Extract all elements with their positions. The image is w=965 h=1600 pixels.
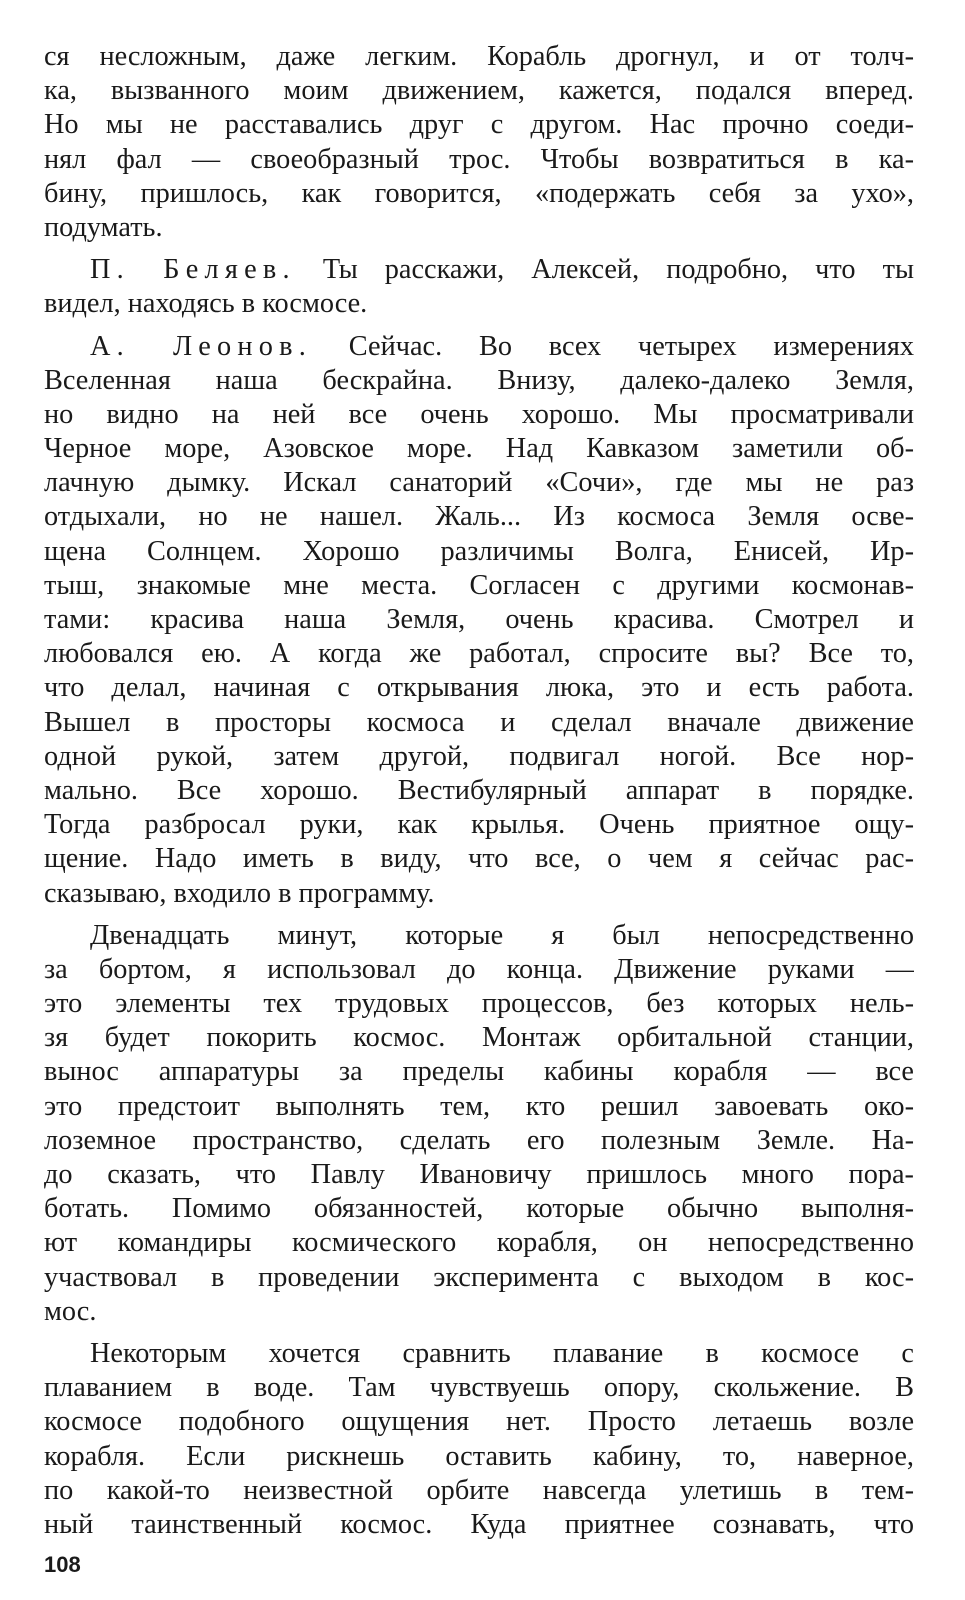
text-line: видел, находясь в космосе.	[44, 288, 368, 320]
text-line: ся несложным, даже легким. Корабль дрогнул, и от толч-	[44, 41, 914, 72]
text-line: Черное море, Азовское море. Над Кавказом заметили об-	[44, 433, 914, 465]
text-fragment: Сейчас. Во всех четырех измерениях	[348, 330, 914, 362]
text-line: Двенадцать минут, которые я был непосредственно	[90, 919, 914, 951]
text-fragment: Ты расскажи, Алексей, подробно, что ты	[322, 254, 914, 286]
text-line: любовался ею. А когда же работал, спросите вы? Все то,	[44, 638, 914, 670]
text-line: одной рукой, затем другой, подвигал ногой. Все нор-	[44, 740, 914, 772]
text-line: до сказать, что Павлу Ивановичу пришлось много пора-	[44, 1159, 914, 1190]
text-line: мально. Все хорошо. Вестибулярный аппарат в порядке.	[44, 774, 914, 806]
text-line: Тогда разбросал руки, как крылья. Очень приятное ощу-	[44, 809, 914, 841]
text-line: ют командиры космического корабля, он непосредственно	[44, 1227, 914, 1259]
paragraph	[44, 1337, 914, 1542]
text-line: это элементы тех трудовых процессов, без которых нель-	[44, 988, 914, 1020]
paragraph	[44, 40, 914, 245]
text-line	[44, 253, 914, 287]
text-line: тыш, знакомые мне места. Согласен с другими космонав-	[44, 569, 914, 601]
text-line: Но мы не расставались друг с другом. Нас прочно соеди-	[44, 109, 914, 141]
text-line: ка, вызванного моим движением, кажется, подался вперед.	[44, 75, 914, 107]
text-line: Некоторым хочется сравнить плавание в космосе с	[90, 1337, 914, 1369]
text-line: это предстоит выполнять тем, кто решил завоевать око-	[44, 1090, 914, 1122]
text-line: что делал, начиная с открывания люка, это и есть работа.	[44, 672, 914, 704]
speaker-name: П. Беляев.	[90, 254, 296, 286]
text-line: сказываю, входило в программу.	[44, 877, 435, 909]
text-line: корабля. Если рискнешь оставить кабину, то, наверное,	[44, 1440, 914, 1472]
text-line: бину, пришлось, как говорится, «подержать себя за ухо»,	[44, 177, 914, 209]
text-line: Вселенная наша бескрайна. Внизу, далеко-далеко Земля,	[44, 364, 914, 396]
text-line: за бортом, я использовал до конца. Движение руками —	[44, 953, 914, 985]
text-line: лоземное пространство, сделать его полезным Земле. На-	[44, 1124, 914, 1156]
text-line: вынос аппаратуры за пределы кабины корабля — все	[44, 1056, 914, 1088]
text-line	[44, 330, 914, 364]
text-line: щение. Надо иметь в виду, что все, о чем я сейчас рас-	[44, 843, 914, 875]
text-line: плаванием в воде. Там чувствуешь опору, скольжение. В	[44, 1372, 914, 1404]
text-line: щена Солнцем. Хорошо различимы Волга, Енисей, Ир-	[44, 535, 914, 567]
page-body-text	[44, 40, 914, 1542]
text-line: по какой-то неизвестной орбите навсегда улетишь в тем-	[44, 1474, 914, 1506]
paragraph	[44, 253, 914, 321]
text-line: отдыхали, но не нашел. Жаль... Из космоса Земля осве-	[44, 501, 914, 533]
paragraph	[44, 330, 914, 911]
text-line: ный таинственный космос. Куда приятнее сознавать, что	[44, 1508, 914, 1540]
text-line: космосе подобного ощущения нет. Просто летаешь возле	[44, 1406, 914, 1438]
text-line: нял фал — своеобразный трос. Чтобы возвратиться в ка-	[44, 143, 914, 175]
text-line: участвовал в проведении эксперимента с выходом в кос-	[44, 1261, 914, 1293]
text-line: ботать. Помимо обязанностей, которые обычно выполня-	[44, 1193, 914, 1225]
text-line: тами: красива наша Земля, очень красива. Смотрел и	[44, 604, 914, 635]
text-line: но видно на ней все очень хорошо. Мы просматривали	[44, 398, 914, 430]
text-line: Вышел в просторы космоса и сделал вначале движение	[44, 706, 914, 738]
text-line: зя будет покорить космос. Монтаж орбитальной станции,	[44, 1022, 914, 1054]
text-line: подумать.	[44, 211, 163, 243]
speaker-name: А. Леонов.	[90, 330, 312, 362]
text-line: лачную дымку. Искал санаторий «Сочи», где мы не раз	[44, 467, 914, 499]
text-line: мос.	[44, 1295, 97, 1327]
page-number: 108	[44, 1552, 81, 1577]
paragraph	[44, 919, 914, 1329]
